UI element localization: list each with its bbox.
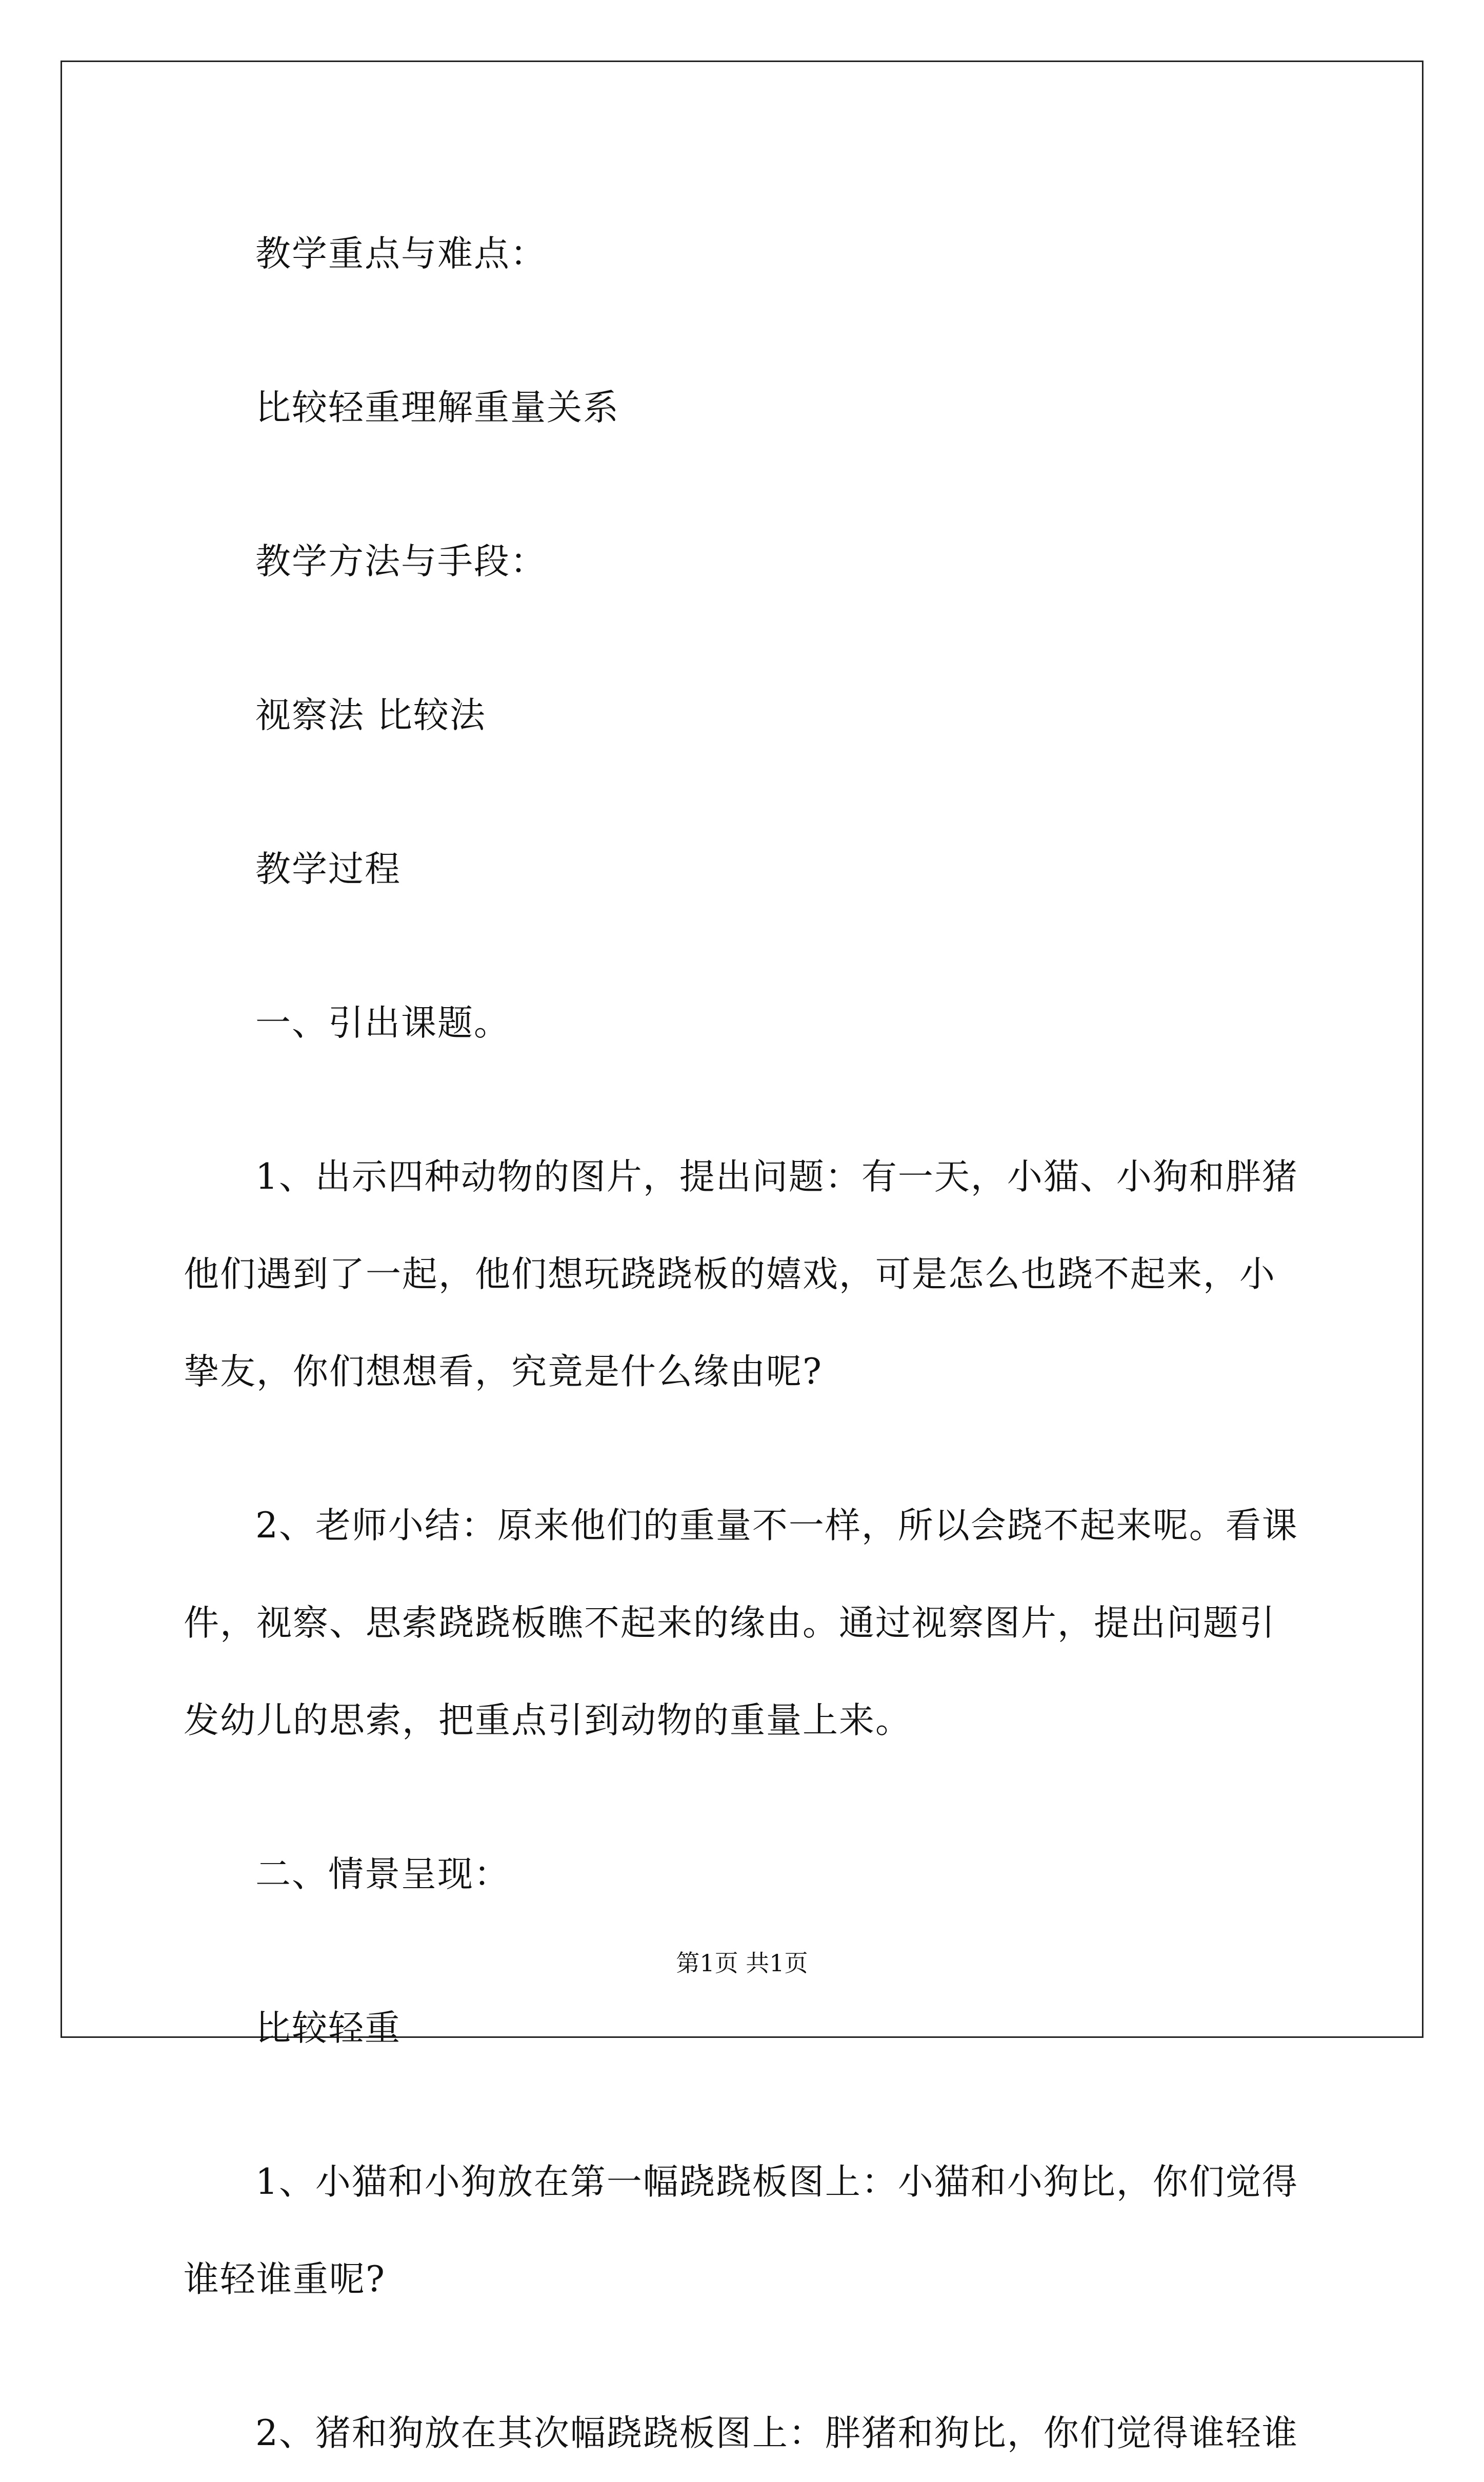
paragraph: 二、情景呈现： <box>255 1854 510 1895</box>
paragraph: 教学方法与手段： <box>255 541 547 582</box>
paragraph: 教学过程 <box>255 849 401 890</box>
paragraph: 视察法 比较法 <box>255 695 486 736</box>
paragraph: 教学重点与难点： <box>255 233 547 274</box>
paragraph: 1、小猫和小狗放在第一幅跷跷板图上：小猫和小狗比，你们觉得谁轻谁重呢? <box>184 2161 1298 2300</box>
page-footer: 第1页 共1页 <box>676 1949 808 1977</box>
document-body <box>184 205 1307 2482</box>
paragraph: 比较轻重 <box>255 2008 401 2049</box>
paragraph: 1、出示四种动物的图片，提出问题：有一天，小猫、小狗和胖猪他们遇到了一起，他们想玩跷跷板的嬉戏，可是怎么也跷不起来，小挚友，你们想想看，究竟是什么缘由呢? <box>184 1156 1298 1392</box>
paragraph: 2、老师小结：原来他们的重量不一样，所以会跷不起来呢。看课件，视察、思索跷跷板瞧不起来的缘由。通过视察图片，提出问题引发幼儿的思索，把重点引到动物的重量上来。 <box>184 1505 1298 1741</box>
paragraph: 一、引出课题。 <box>255 1003 510 1044</box>
paragraph: 比较轻重理解重量关系 <box>255 387 619 428</box>
paragraph: 2、猪和狗放在其次幅跷跷板图上：胖猪和狗比，你们觉得谁轻谁 <box>255 2413 1298 2454</box>
